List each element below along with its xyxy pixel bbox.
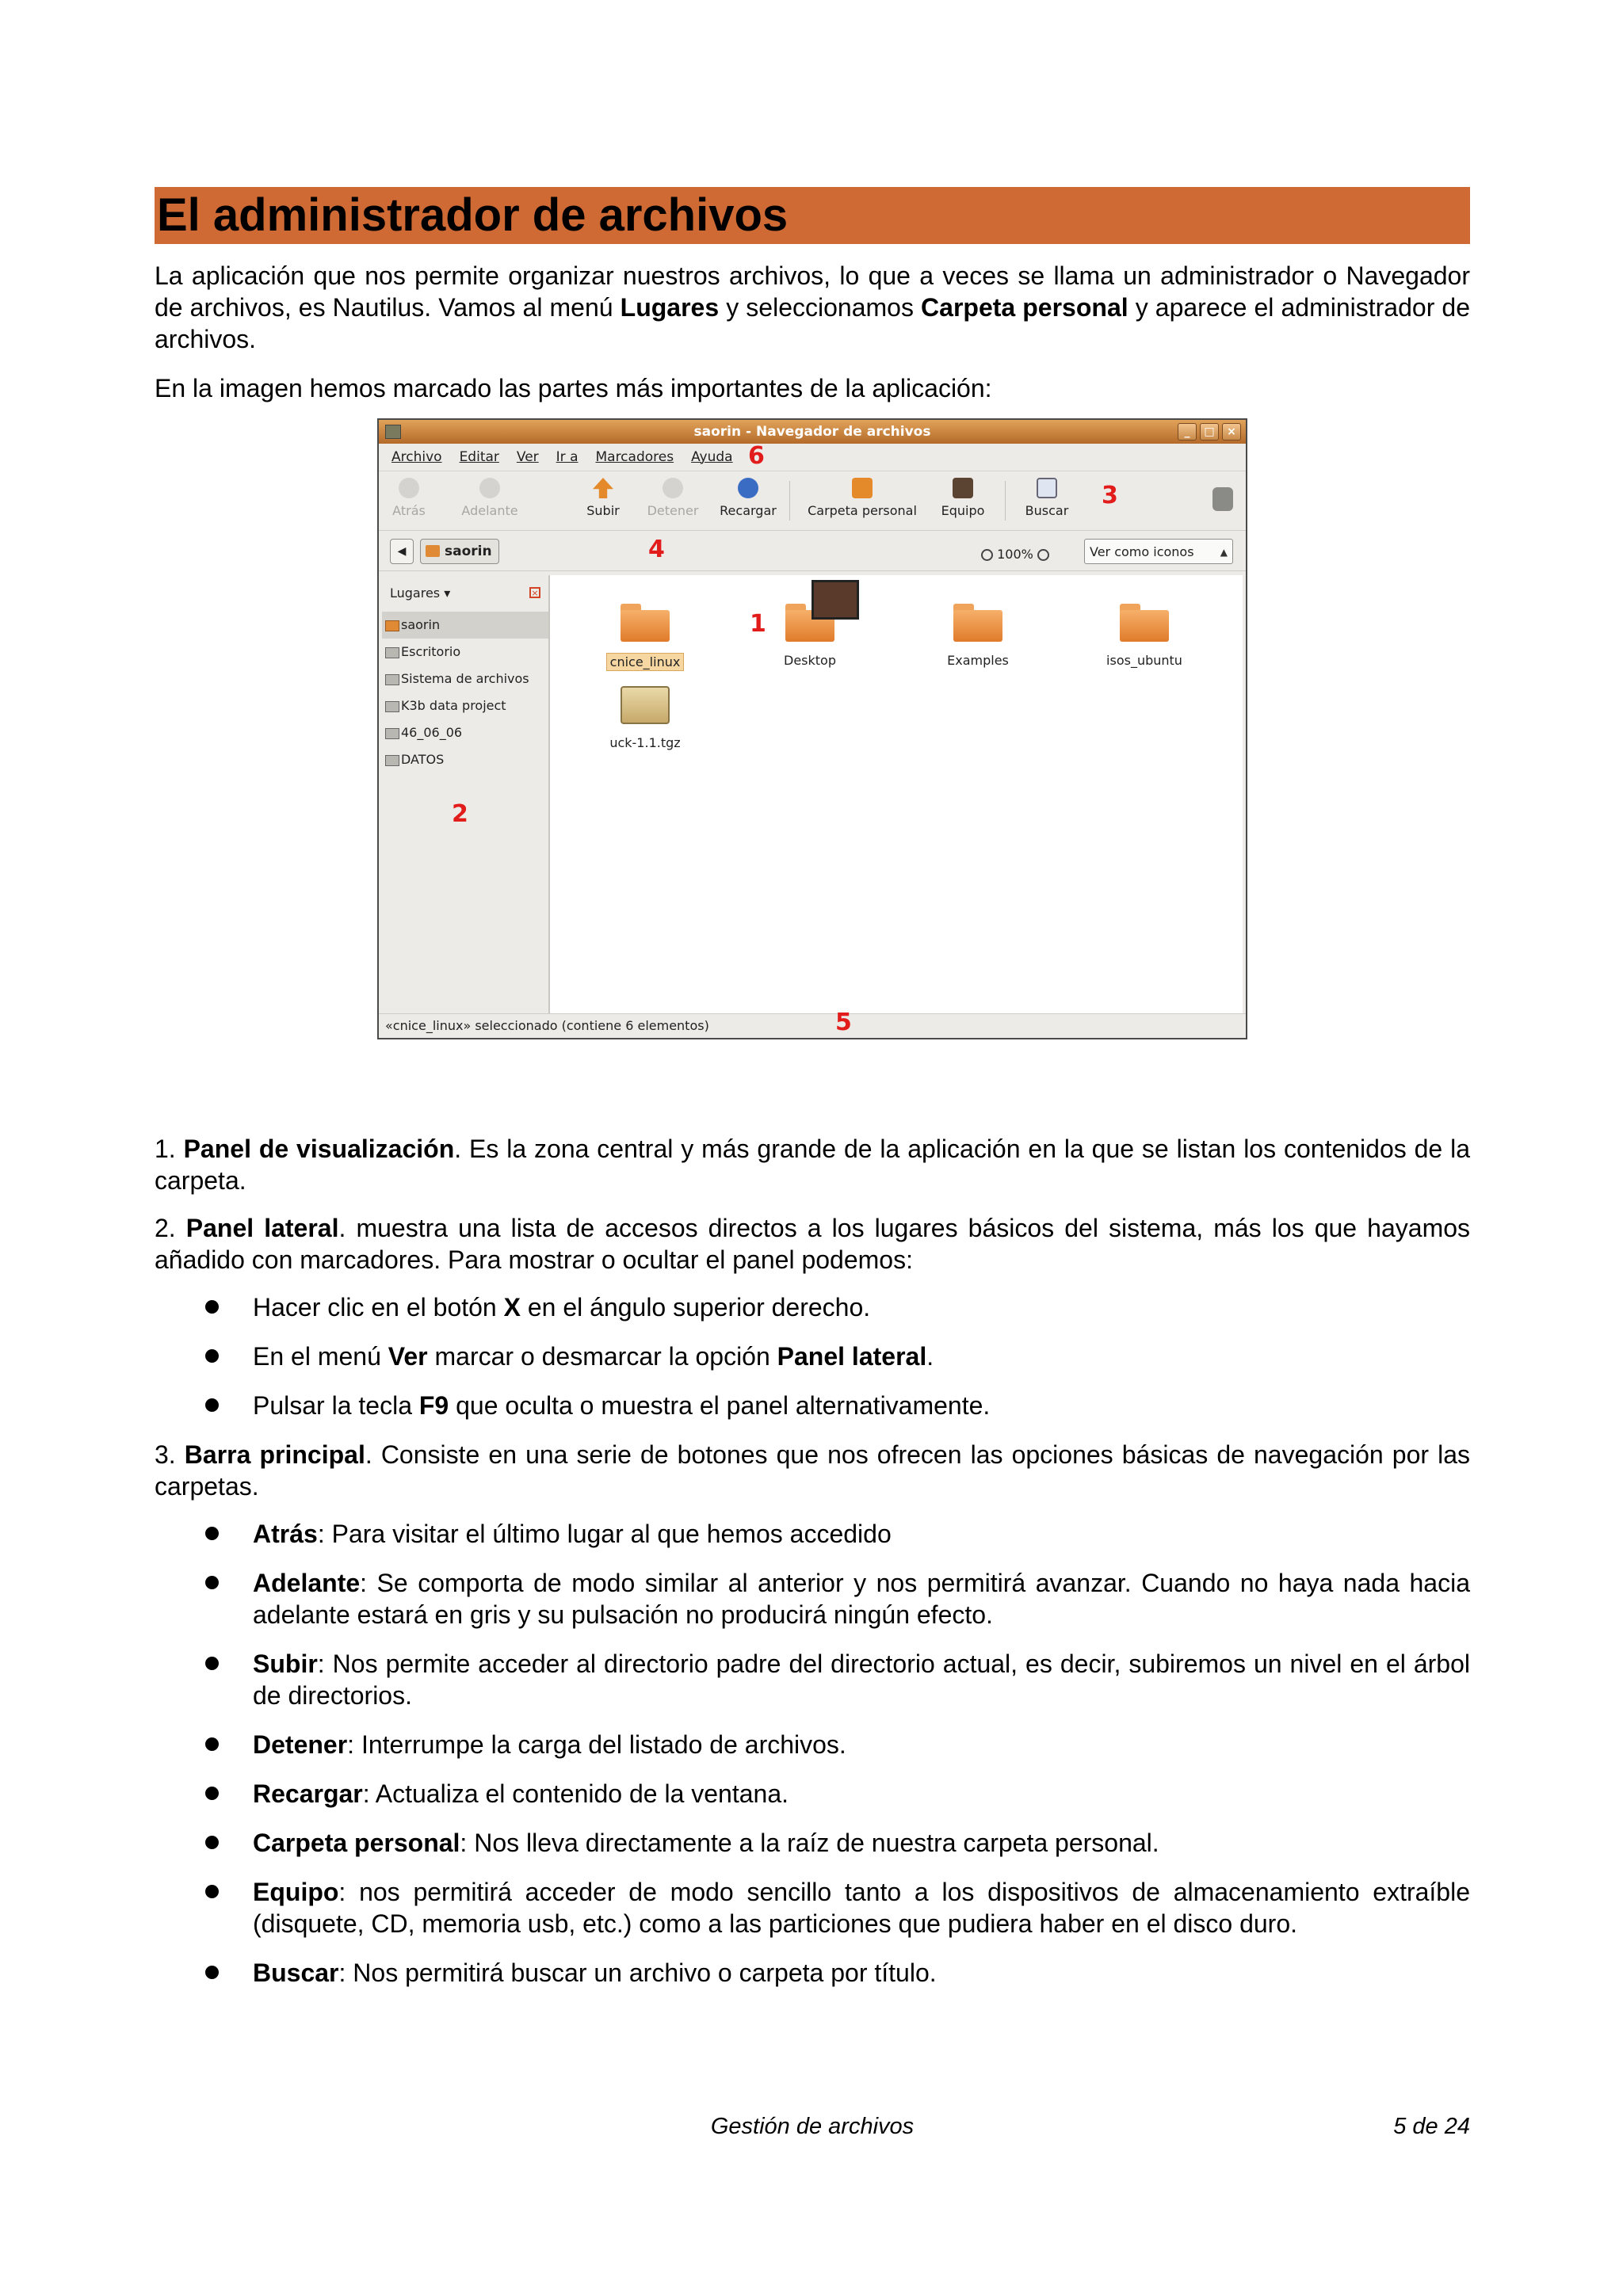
folder-icon: [621, 604, 670, 642]
marker-4: 4: [648, 536, 665, 563]
k3b-project-icon: [385, 701, 399, 712]
nautilus-window: [377, 418, 1247, 1039]
list-item: En el menú Ver marcar o desmarcar la opción Panel lateral.: [155, 1341, 1470, 1372]
sidebar-item-saorin[interactable]: saorin: [382, 612, 548, 639]
window-title: saorin - Navegador de archivos: [693, 424, 931, 440]
sidebar-item-escritorio[interactable]: Escritorio: [382, 639, 548, 666]
path-back-button[interactable]: ◀: [390, 539, 414, 564]
select-arrows-icon: ▲: [1220, 547, 1228, 558]
desktop-icon: [385, 647, 399, 658]
close-side-panel-icon[interactable]: ×: [529, 587, 540, 598]
file-desktop[interactable]: Desktop: [754, 604, 865, 668]
zoom-level: 100%: [997, 547, 1033, 562]
list-item: Pulsar la tecla F9 que oculta o muestra el panel alternativamente.: [155, 1390, 1470, 1421]
menu-marcadores[interactable]: Marcadores: [595, 449, 674, 465]
side-panel: [382, 575, 550, 1015]
menu-editar[interactable]: Editar: [459, 449, 499, 465]
marker-1: 1: [750, 610, 766, 638]
drive-icon: [385, 674, 399, 685]
item-3: 3. Barra principal. Consiste en una serie de botones que nos ofrecen las opciones básicas de navegación por las carpetas.: [155, 1440, 1471, 1501]
item-1: 1. Panel de visualización. Es la zona central y más grande de la aplicación en la que se listan los contenidos de la carpeta.: [155, 1135, 1471, 1195]
list-item: Carpeta personal: Nos lleva directamente a la raíz de nuestra carpeta personal.: [155, 1827, 1470, 1859]
page-body: [155, 187, 1470, 404]
marker-6: 6: [748, 442, 765, 470]
search-button[interactable]: Buscar: [1019, 478, 1075, 518]
home-folder-button[interactable]: Carpeta personal: [799, 478, 926, 518]
sidebar-item-datos[interactable]: DATOS: [382, 746, 548, 773]
home-folder-icon: [385, 620, 399, 631]
item-2: 2. Panel lateral. muestra una lista de accesos directos a los lugares básicos del sistema, más los que hayamos añadido con marcadores. Para mostrar o ocultar el panel podemos:: [155, 1214, 1471, 1274]
marker-3: 3: [1102, 482, 1118, 509]
stop-icon: [663, 478, 683, 498]
forward-button[interactable]: Adelante: [458, 478, 521, 518]
archive-icon: [621, 686, 670, 724]
list-item: Recargar: Actualiza el contenido de la ventana.: [155, 1778, 1470, 1810]
toolbar-separator: [789, 481, 790, 521]
status-bar: «cnice_linux» seleccionado (contiene 6 elementos): [379, 1013, 1246, 1038]
side-panel-header[interactable]: Lugares ▾ ×: [385, 580, 545, 607]
marker-2: 2: [452, 800, 468, 828]
file-isos-ubuntu[interactable]: isos_ubuntu: [1089, 604, 1200, 668]
window-titlebar: [379, 420, 1246, 444]
film-overlay-icon: [812, 580, 859, 620]
up-button[interactable]: Subir: [583, 478, 623, 518]
computer-icon: [953, 478, 973, 498]
nautilus-screenshot: [377, 418, 1247, 1039]
up-arrow-icon: [593, 478, 613, 498]
close-button[interactable]: ×: [1222, 423, 1241, 441]
list-item: Detener: Interrumpe la carga del listado de archivos.: [155, 1729, 1470, 1760]
menu-archivo[interactable]: Archivo: [391, 449, 442, 465]
zoom-control[interactable]: [981, 547, 1049, 562]
file-cnice-linux[interactable]: cnice_linux: [590, 604, 701, 671]
path-crumb-saorin[interactable]: saorin: [420, 539, 499, 564]
list-item: Adelante: Se comporta de modo similar al anterior y nos permitirá avanzar. Cuando no haya nada hacia adelante estará en gris y su pulsación no producirá ningún efecto.: [155, 1567, 1470, 1630]
back-arrow-icon: [399, 478, 419, 498]
sidebar-item-46-06-06[interactable]: 46_06_06: [382, 719, 548, 746]
file-uck-tgz[interactable]: uck-1.1.tgz: [590, 686, 701, 750]
list-item: Atrás: Para visitar el último lugar al que hemos accedido: [155, 1518, 1470, 1550]
menu-ir-a[interactable]: Ir a: [556, 449, 579, 465]
zoom-in-icon[interactable]: [1037, 549, 1049, 561]
marker-5: 5: [835, 1009, 852, 1036]
folder-icon: [1120, 604, 1169, 642]
toolbar-button-list: [155, 1518, 1470, 1989]
list-item: Hacer clic en el botón X en el ángulo superior derecho.: [155, 1291, 1470, 1323]
side-panel-options: [155, 1291, 1470, 1421]
folder-link-icon: [953, 604, 1002, 642]
zoom-out-icon[interactable]: [981, 549, 993, 561]
view-panel: [550, 575, 1243, 1015]
sidebar-item-k3b[interactable]: K3b data project: [382, 692, 548, 719]
location-bar: [379, 529, 1246, 571]
section-title: El administrador de archivos: [155, 187, 1470, 244]
window-menu-icon[interactable]: [385, 425, 401, 439]
forward-arrow-icon: [479, 478, 500, 498]
list-item: Subir: Nos permite acceder al directorio padre del directorio actual, es decir, subiremos un nivel en el árbol de directorios.: [155, 1648, 1470, 1711]
view-mode-select[interactable]: Ver como iconos ▲: [1084, 539, 1233, 564]
menubar: [379, 444, 1246, 471]
file-examples[interactable]: Examples: [922, 604, 1033, 668]
maximize-button[interactable]: □: [1200, 423, 1219, 441]
back-button[interactable]: Atrás: [385, 478, 433, 518]
sidebar-item-sistema[interactable]: Sistema de archivos: [382, 666, 548, 692]
menu-ayuda[interactable]: Ayuda: [691, 449, 733, 465]
home-folder-icon: [852, 478, 873, 498]
reload-icon: [738, 478, 758, 498]
drive-icon: [385, 755, 399, 766]
home-icon: [426, 545, 440, 557]
computer-button[interactable]: Equipo: [935, 478, 991, 518]
drive-icon: [385, 728, 399, 739]
stop-button[interactable]: Detener: [645, 478, 701, 518]
footer-title: Gestión de archivos: [710, 2114, 915, 2139]
throbber-icon: [1212, 487, 1233, 511]
intro-paragraph: La aplicación que nos permite organizar nuestros archivos, lo que a veces se llama un administrador o Navegador de archivos, es Nautilus. Vamos al menú Lugares y seleccionamos Carpeta personal y aparece el administrador de archivos.: [155, 261, 1471, 353]
list-item: Buscar: Nos permitirá buscar un archivo o carpeta por título.: [155, 1957, 1470, 1989]
search-icon: [1037, 478, 1057, 498]
list-item: Equipo: nos permitirá acceder de modo sencillo tanto a los dispositivos de almacenamiento extraíble (disquete, CD, memoria usb, etc.) como a las particiones que pudiera haber en el disco duro.: [155, 1876, 1470, 1939]
explanations: [155, 1133, 1470, 2006]
page-number: 5 de 24: [1393, 2114, 1470, 2139]
menu-ver[interactable]: Ver: [516, 449, 539, 465]
reload-button[interactable]: Recargar: [716, 478, 780, 518]
intro-image-caption: En la imagen hemos marcado las partes más importantes de la aplicación:: [155, 374, 992, 402]
toolbar-separator: [1005, 481, 1006, 521]
minimize-button[interactable]: _: [1178, 423, 1197, 441]
page-footer: [155, 2114, 1470, 2145]
